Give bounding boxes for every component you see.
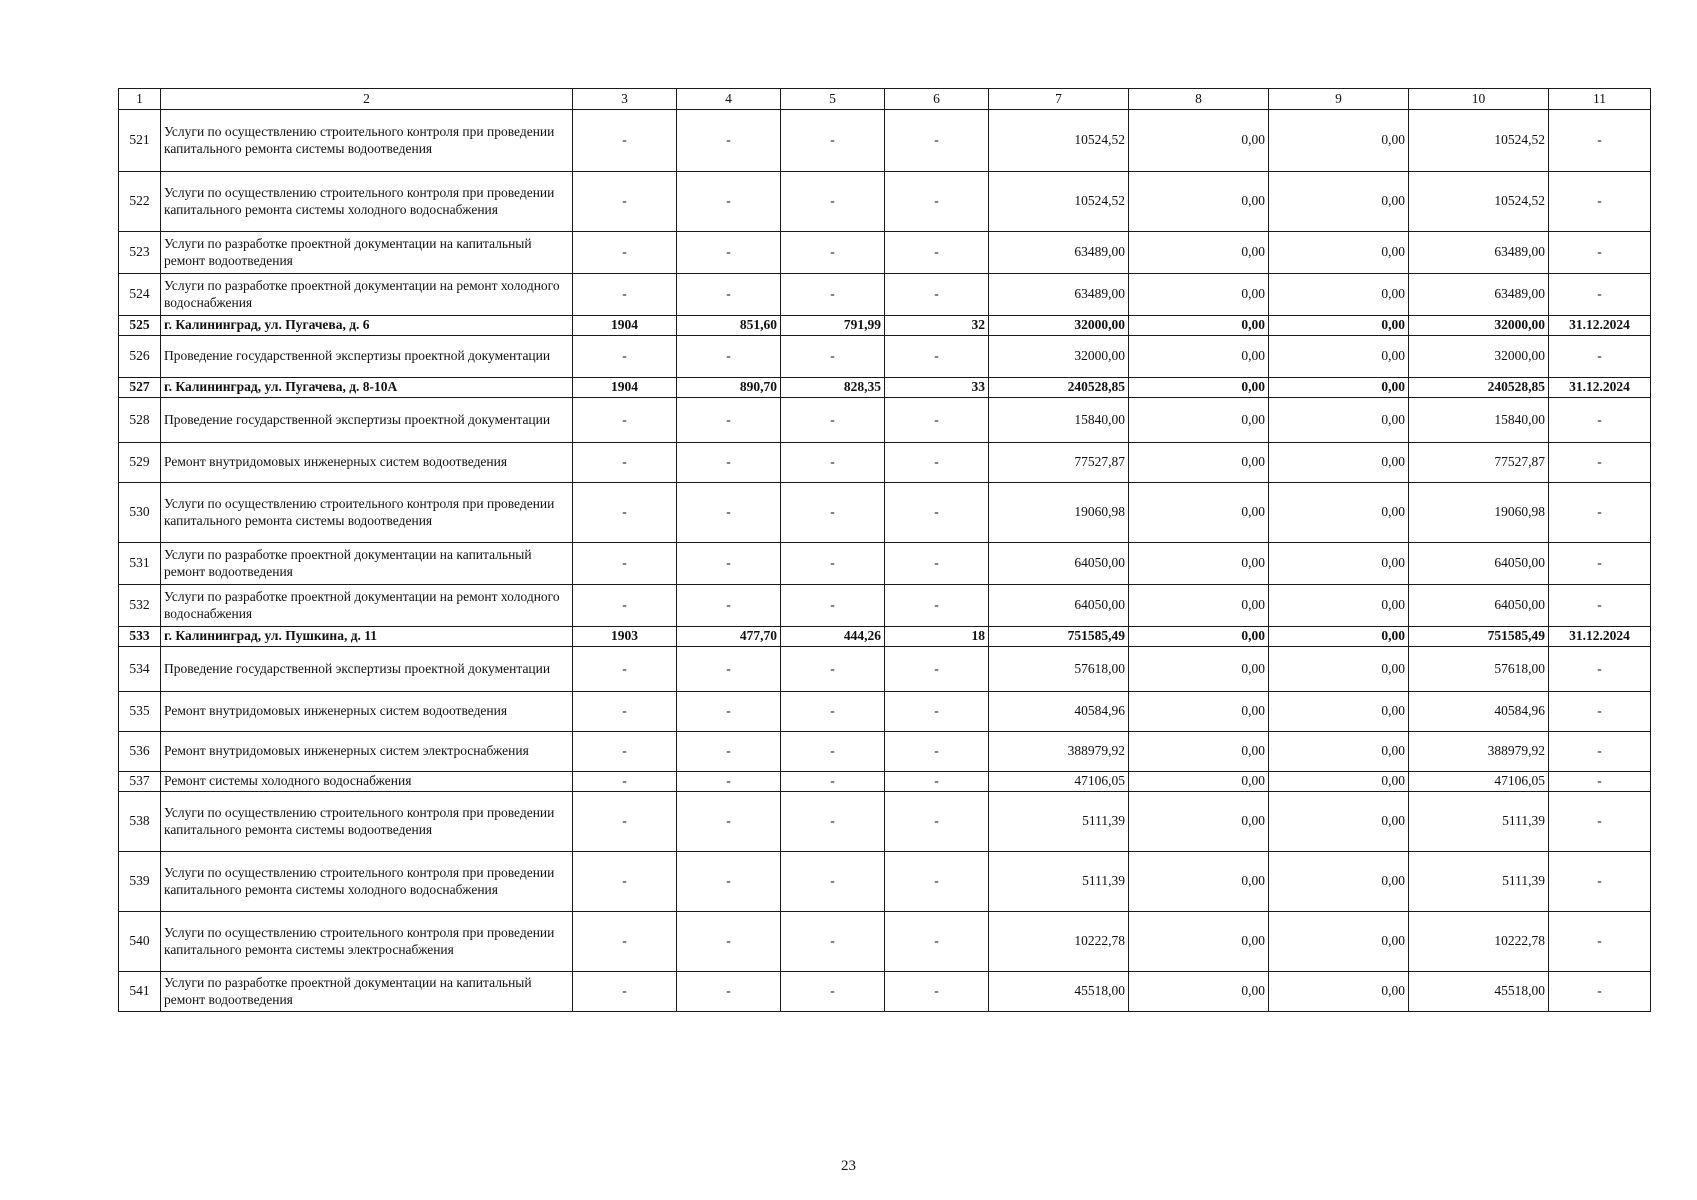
value-cell: - (885, 972, 989, 1012)
value-cell: 751585,49 (1409, 627, 1549, 647)
row-number-cell: 538 (119, 792, 161, 852)
table-row (119, 483, 1651, 543)
value-cell: - (1549, 732, 1651, 772)
value-cell: 5111,39 (989, 852, 1129, 912)
value-cell: 19060,98 (1409, 483, 1549, 543)
value-cell: - (1549, 972, 1651, 1012)
value-cell: - (781, 172, 885, 232)
value-cell: - (677, 772, 781, 792)
value-cell: 0,00 (1269, 692, 1409, 732)
value-cell: - (677, 585, 781, 627)
value-cell: 0,00 (1129, 647, 1269, 692)
value-cell: - (1549, 110, 1651, 172)
row-number-cell: 535 (119, 692, 161, 732)
value-cell: - (1549, 585, 1651, 627)
value-cell: 0,00 (1129, 772, 1269, 792)
value-cell: - (885, 172, 989, 232)
table-row (119, 274, 1651, 316)
table-row (119, 110, 1651, 172)
column-header: 8 (1129, 89, 1269, 110)
value-cell: - (885, 912, 989, 972)
column-header: 2 (161, 89, 573, 110)
value-cell: - (781, 232, 885, 274)
value-cell: 0,00 (1269, 732, 1409, 772)
value-cell: - (781, 692, 885, 732)
value-cell: 477,70 (677, 627, 781, 647)
value-cell: 0,00 (1269, 336, 1409, 378)
row-number-cell: 529 (119, 443, 161, 483)
description-cell: Услуги по разработке проектной документации на ремонт холодного водоснабжения (161, 274, 573, 316)
value-cell: - (885, 732, 989, 772)
value-cell: - (1549, 172, 1651, 232)
value-cell: 32000,00 (1409, 336, 1549, 378)
value-cell: 10524,52 (1409, 110, 1549, 172)
value-cell: - (677, 692, 781, 732)
value-cell: 0,00 (1269, 972, 1409, 1012)
value-cell: 0,00 (1269, 792, 1409, 852)
value-cell: - (885, 647, 989, 692)
description-cell: Ремонт внутридомовых инженерных систем электроснабжения (161, 732, 573, 772)
description-cell: Услуги по осуществлению строительного контроля при проведении капитального ремонта системы холодного водоснабжения (161, 852, 573, 912)
row-number-cell: 541 (119, 972, 161, 1012)
value-cell: 0,00 (1129, 443, 1269, 483)
value-cell: - (885, 110, 989, 172)
value-cell: 10524,52 (989, 172, 1129, 232)
value-cell: 57618,00 (989, 647, 1129, 692)
address-row (119, 627, 1651, 647)
value-cell: - (677, 172, 781, 232)
value-cell: - (781, 274, 885, 316)
value-cell: - (677, 398, 781, 443)
description-cell: Услуги по осуществлению строительного контроля при проведении капитального ремонта системы холодного водоснабжения (161, 172, 573, 232)
value-cell: 32000,00 (1409, 316, 1549, 336)
description-cell: Услуги по осуществлению строительного контроля при проведении капитального ремонта системы водоотведения (161, 110, 573, 172)
value-cell: 0,00 (1269, 232, 1409, 274)
value-cell: 10222,78 (1409, 912, 1549, 972)
value-cell: - (781, 483, 885, 543)
value-cell: - (677, 483, 781, 543)
table-row (119, 972, 1651, 1012)
value-cell: - (1549, 336, 1651, 378)
value-cell: 19060,98 (989, 483, 1129, 543)
description-cell: Ремонт внутридомовых инженерных систем водоотведения (161, 692, 573, 732)
table-row (119, 792, 1651, 852)
value-cell: - (885, 852, 989, 912)
value-cell: - (885, 692, 989, 732)
value-cell: - (573, 692, 677, 732)
value-cell: - (781, 336, 885, 378)
value-cell: - (781, 852, 885, 912)
table-row (119, 172, 1651, 232)
row-number-cell: 539 (119, 852, 161, 912)
column-header: 6 (885, 89, 989, 110)
description-cell: Услуги по осуществлению строительного контроля при проведении капитального ремонта системы водоотведения (161, 792, 573, 852)
value-cell: 10524,52 (989, 110, 1129, 172)
value-cell: 0,00 (1269, 110, 1409, 172)
value-cell: 0,00 (1129, 172, 1269, 232)
value-cell: - (573, 110, 677, 172)
description-cell: г. Калининград, ул. Пугачева, д. 8-10А (161, 378, 573, 398)
description-cell: Проведение государственной экспертизы проектной документации (161, 398, 573, 443)
row-number-cell: 526 (119, 336, 161, 378)
value-cell: 40584,96 (989, 692, 1129, 732)
row-number-cell: 534 (119, 647, 161, 692)
value-cell: - (573, 336, 677, 378)
row-number-cell: 525 (119, 316, 161, 336)
value-cell: 0,00 (1129, 585, 1269, 627)
value-cell: 0,00 (1129, 972, 1269, 1012)
value-cell: 0,00 (1129, 483, 1269, 543)
description-cell: Услуги по разработке проектной документации на ремонт холодного водоснабжения (161, 585, 573, 627)
table-row (119, 543, 1651, 585)
row-number-cell: 533 (119, 627, 161, 647)
value-cell: - (1549, 792, 1651, 852)
value-cell: 0,00 (1129, 732, 1269, 772)
table-row (119, 772, 1651, 792)
value-cell: 0,00 (1269, 852, 1409, 912)
value-cell: - (573, 543, 677, 585)
value-cell: - (573, 443, 677, 483)
column-number-row (119, 89, 1651, 110)
value-cell: 1904 (573, 316, 677, 336)
value-cell: 1903 (573, 627, 677, 647)
value-cell: 0,00 (1269, 647, 1409, 692)
value-cell: 40584,96 (1409, 692, 1549, 732)
value-cell: - (573, 647, 677, 692)
value-cell: - (781, 443, 885, 483)
value-cell: - (885, 443, 989, 483)
value-cell: - (573, 792, 677, 852)
value-cell: - (677, 972, 781, 1012)
value-cell: - (885, 543, 989, 585)
value-cell: 0,00 (1269, 378, 1409, 398)
value-cell: - (573, 912, 677, 972)
value-cell: - (781, 972, 885, 1012)
value-cell: 33 (885, 378, 989, 398)
value-cell: 0,00 (1129, 110, 1269, 172)
value-cell: 5111,39 (989, 792, 1129, 852)
value-cell: 0,00 (1269, 274, 1409, 316)
value-cell: - (781, 110, 885, 172)
value-cell: - (1549, 483, 1651, 543)
value-cell: - (573, 972, 677, 1012)
value-cell: - (573, 232, 677, 274)
description-cell: Услуги по разработке проектной документации на капитальный ремонт водоотведения (161, 972, 573, 1012)
value-cell: - (677, 543, 781, 585)
value-cell: - (1549, 274, 1651, 316)
value-cell: 1904 (573, 378, 677, 398)
value-cell: - (677, 274, 781, 316)
value-cell: - (885, 336, 989, 378)
value-cell: 77527,87 (1409, 443, 1549, 483)
value-cell: - (885, 483, 989, 543)
value-cell: 47106,05 (1409, 772, 1549, 792)
value-cell: 0,00 (1129, 627, 1269, 647)
value-cell: 5111,39 (1409, 852, 1549, 912)
value-cell: 32000,00 (989, 336, 1129, 378)
value-cell: 0,00 (1269, 483, 1409, 543)
value-cell: 45518,00 (989, 972, 1129, 1012)
page-number: 23 (841, 1158, 856, 1174)
value-cell: 240528,85 (1409, 378, 1549, 398)
value-cell: - (573, 852, 677, 912)
value-cell: - (1549, 647, 1651, 692)
value-cell: 15840,00 (989, 398, 1129, 443)
value-cell: - (781, 912, 885, 972)
column-header: 5 (781, 89, 885, 110)
value-cell: 388979,92 (1409, 732, 1549, 772)
address-row (119, 316, 1651, 336)
description-cell: г. Калининград, ул. Пушкина, д. 11 (161, 627, 573, 647)
address-row (119, 378, 1651, 398)
value-cell: 15840,00 (1409, 398, 1549, 443)
value-cell: - (677, 110, 781, 172)
value-cell: - (1549, 443, 1651, 483)
value-cell: - (677, 232, 781, 274)
value-cell: 63489,00 (989, 274, 1129, 316)
value-cell: 0,00 (1269, 316, 1409, 336)
table-row (119, 692, 1651, 732)
value-cell: 64050,00 (989, 585, 1129, 627)
value-cell: - (677, 852, 781, 912)
value-cell: 0,00 (1129, 792, 1269, 852)
value-cell: - (573, 172, 677, 232)
value-cell: 0,00 (1269, 772, 1409, 792)
value-cell: 31.12.2024 (1549, 378, 1651, 398)
value-cell: 18 (885, 627, 989, 647)
value-cell: 64050,00 (1409, 585, 1549, 627)
value-cell: - (677, 912, 781, 972)
row-number-cell: 536 (119, 732, 161, 772)
value-cell: 388979,92 (989, 732, 1129, 772)
value-cell: - (573, 585, 677, 627)
value-cell: - (1549, 232, 1651, 274)
value-cell: - (885, 232, 989, 274)
value-cell: - (781, 647, 885, 692)
description-cell: Ремонт внутридомовых инженерных систем водоотведения (161, 443, 573, 483)
value-cell: - (885, 772, 989, 792)
value-cell: 0,00 (1269, 912, 1409, 972)
row-number-cell: 537 (119, 772, 161, 792)
row-number-cell: 521 (119, 110, 161, 172)
row-number-cell: 524 (119, 274, 161, 316)
table-row (119, 336, 1651, 378)
value-cell: - (1549, 543, 1651, 585)
column-header: 9 (1269, 89, 1409, 110)
table-row (119, 443, 1651, 483)
value-cell: 0,00 (1129, 398, 1269, 443)
value-cell: - (1549, 692, 1651, 732)
value-cell: - (573, 772, 677, 792)
value-cell: - (781, 398, 885, 443)
value-cell: 444,26 (781, 627, 885, 647)
value-cell: 57618,00 (1409, 647, 1549, 692)
value-cell: - (1549, 772, 1651, 792)
value-cell: 32 (885, 316, 989, 336)
column-header: 10 (1409, 89, 1549, 110)
table-row (119, 732, 1651, 772)
table-header (119, 89, 1651, 110)
value-cell: 64050,00 (989, 543, 1129, 585)
row-number-cell: 522 (119, 172, 161, 232)
value-cell: 0,00 (1129, 543, 1269, 585)
description-cell: Проведение государственной экспертизы проектной документации (161, 336, 573, 378)
value-cell: - (885, 792, 989, 852)
value-cell: 0,00 (1129, 378, 1269, 398)
value-cell: - (573, 483, 677, 543)
value-cell: 0,00 (1269, 443, 1409, 483)
value-cell: - (573, 274, 677, 316)
value-cell: - (885, 585, 989, 627)
value-cell: - (1549, 852, 1651, 912)
table-body (119, 110, 1651, 1012)
document-sheet (118, 88, 1650, 1012)
table-row (119, 398, 1651, 443)
value-cell: 0,00 (1269, 585, 1409, 627)
table-row (119, 852, 1651, 912)
row-number-cell: 530 (119, 483, 161, 543)
value-cell: 0,00 (1269, 627, 1409, 647)
value-cell: - (781, 772, 885, 792)
value-cell: - (573, 398, 677, 443)
value-cell: - (781, 792, 885, 852)
row-number-cell: 528 (119, 398, 161, 443)
row-number-cell: 532 (119, 585, 161, 627)
value-cell: 0,00 (1129, 912, 1269, 972)
value-cell: 0,00 (1129, 852, 1269, 912)
value-cell: 63489,00 (1409, 232, 1549, 274)
value-cell: 0,00 (1129, 316, 1269, 336)
column-header: 4 (677, 89, 781, 110)
description-cell: Услуги по осуществлению строительного контроля при проведении капитального ремонта системы электроснабжения (161, 912, 573, 972)
value-cell: 851,60 (677, 316, 781, 336)
value-cell: - (1549, 398, 1651, 443)
value-cell: 791,99 (781, 316, 885, 336)
value-cell: 0,00 (1269, 398, 1409, 443)
table-row (119, 647, 1651, 692)
description-cell: г. Калининград, ул. Пугачева, д. 6 (161, 316, 573, 336)
table-row (119, 912, 1651, 972)
value-cell: 63489,00 (1409, 274, 1549, 316)
value-cell: 5111,39 (1409, 792, 1549, 852)
description-cell: Услуги по разработке проектной документации на капитальный ремонт водоотведения (161, 543, 573, 585)
description-cell: Ремонт системы холодного водоснабжения (161, 772, 573, 792)
column-header: 1 (119, 89, 161, 110)
value-cell: - (677, 732, 781, 772)
value-cell: 0,00 (1129, 336, 1269, 378)
row-number-cell: 527 (119, 378, 161, 398)
description-cell: Услуги по разработке проектной документации на капитальный ремонт водоотведения (161, 232, 573, 274)
table-row (119, 232, 1651, 274)
value-cell: 751585,49 (989, 627, 1129, 647)
value-cell: - (781, 585, 885, 627)
value-cell: 10524,52 (1409, 172, 1549, 232)
value-cell: 31.12.2024 (1549, 316, 1651, 336)
value-cell: - (1549, 912, 1651, 972)
value-cell: 32000,00 (989, 316, 1129, 336)
value-cell: - (677, 792, 781, 852)
value-cell: 890,70 (677, 378, 781, 398)
column-header: 7 (989, 89, 1129, 110)
value-cell: 10222,78 (989, 912, 1129, 972)
value-cell: - (677, 647, 781, 692)
value-cell: 0,00 (1129, 232, 1269, 274)
value-cell: - (781, 732, 885, 772)
value-cell: - (677, 443, 781, 483)
value-cell: - (885, 398, 989, 443)
value-cell: 0,00 (1269, 543, 1409, 585)
description-cell: Проведение государственной экспертизы проектной документации (161, 647, 573, 692)
column-header: 3 (573, 89, 677, 110)
repair-registry-table (118, 88, 1651, 1012)
value-cell: - (677, 336, 781, 378)
row-number-cell: 531 (119, 543, 161, 585)
description-cell: Услуги по осуществлению строительного контроля при проведении капитального ремонта системы водоотведения (161, 483, 573, 543)
value-cell: - (573, 732, 677, 772)
row-number-cell: 540 (119, 912, 161, 972)
value-cell: 31.12.2024 (1549, 627, 1651, 647)
value-cell: - (885, 274, 989, 316)
column-header: 11 (1549, 89, 1651, 110)
value-cell: 77527,87 (989, 443, 1129, 483)
value-cell: 0,00 (1129, 274, 1269, 316)
table-row (119, 585, 1651, 627)
value-cell: 64050,00 (1409, 543, 1549, 585)
value-cell: 63489,00 (989, 232, 1129, 274)
value-cell: 47106,05 (989, 772, 1129, 792)
value-cell: 240528,85 (989, 378, 1129, 398)
row-number-cell: 523 (119, 232, 161, 274)
value-cell: 0,00 (1129, 692, 1269, 732)
value-cell: 45518,00 (1409, 972, 1549, 1012)
value-cell: 828,35 (781, 378, 885, 398)
value-cell: 0,00 (1269, 172, 1409, 232)
value-cell: - (781, 543, 885, 585)
